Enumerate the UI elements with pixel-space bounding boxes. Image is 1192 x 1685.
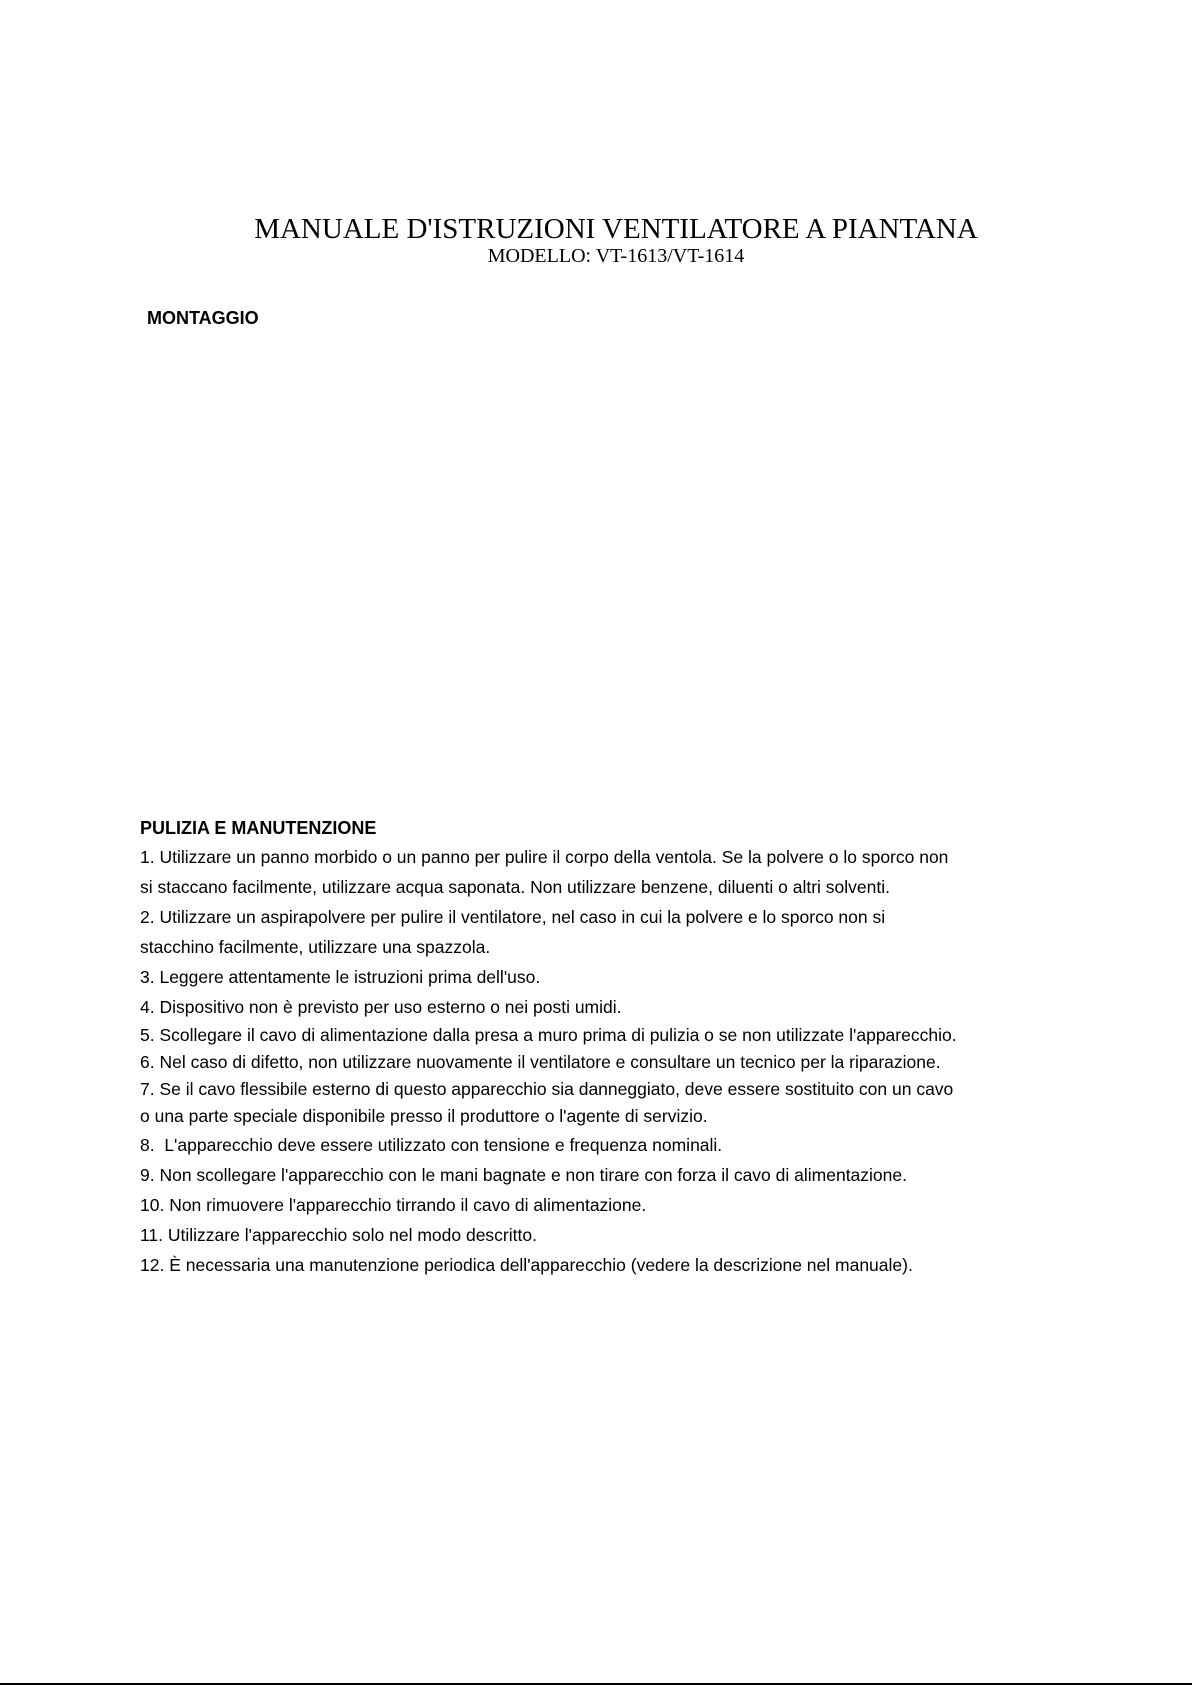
list-item-line: 4. Dispositivo non è previsto per uso esterno o nei posti umidi. (140, 997, 622, 1017)
list-item-line: 6. Nel caso di difetto, non utilizzare nuovamente il ventilatore e consultare un tecnico per la riparazione. (140, 1052, 941, 1072)
list-item (140, 842, 1060, 902)
list-item-line: 12. È necessaria una manutenzione periodica dell'apparecchio (vedere la descrizione nel manuale). (140, 1255, 913, 1275)
list-item (140, 962, 1060, 992)
document-title: MANUALE D'ISTRUZIONI VENTILATORE A PIANTANA (254, 213, 978, 245)
list-item-line: 8. L'apparecchio deve essere utilizzato con tensione e frequenza nominali. (140, 1135, 723, 1155)
list-item-line: 7. Se il cavo flessibile esterno di questo apparecchio sia danneggiato, deve essere sostituito con un cavo (140, 1079, 954, 1099)
list-item-line: 3. Leggere attentamente le istruzioni prima dell'uso. (140, 967, 541, 987)
list-item (140, 1250, 1060, 1280)
section-heading-montaggio: MONTAGGIO (147, 308, 259, 328)
list-item-line: o una parte speciale disponibile presso il produttore o l'agente di servizio. (140, 1106, 708, 1126)
list-item (140, 902, 1060, 962)
list-item-line: 10. Non rimuovere l'apparecchio tirrando il cavo di alimentazione. (140, 1195, 647, 1215)
list-item-line: stacchino facilmente, utilizzare una spazzola. (140, 937, 491, 957)
section-heading-pulizia: PULIZIA E MANUTENZIONE (140, 818, 377, 838)
list-item (140, 1076, 1060, 1130)
maintenance-instructions-list (140, 842, 1060, 1280)
list-item (140, 992, 1060, 1022)
list-item-line: si staccano facilmente, utilizzare acqua saponata. Non utilizzare benzene, diluenti o altri solventi. (140, 877, 890, 897)
list-item-line: 9. Non scollegare l'apparecchio con le mani bagnate e non tirare con forza il cavo di alimentazione. (140, 1165, 907, 1185)
list-item (140, 1160, 1060, 1190)
document-subtitle: MODELLO: VT-1613/VT-1614 (487, 245, 745, 267)
list-item (140, 1049, 1060, 1076)
list-item (140, 1220, 1060, 1250)
list-item-line: 11. Utilizzare l'apparecchio solo nel modo descritto. (140, 1225, 537, 1245)
list-item-line: 1. Utilizzare un panno morbido o un panno per pulire il corpo della ventola. Se la polvere o lo sporco non (140, 847, 949, 867)
list-item (140, 1190, 1060, 1220)
list-item-line: 2. Utilizzare un aspirapolvere per pulire il ventilatore, nel caso in cui la polvere e lo sporco non si (140, 907, 886, 927)
list-item (140, 1022, 1060, 1049)
list-item-line: 5. Scollegare il cavo di alimentazione dalla presa a muro prima di pulizia o se non utilizzate l'apparecchio. (140, 1025, 957, 1045)
list-item (140, 1130, 1060, 1160)
